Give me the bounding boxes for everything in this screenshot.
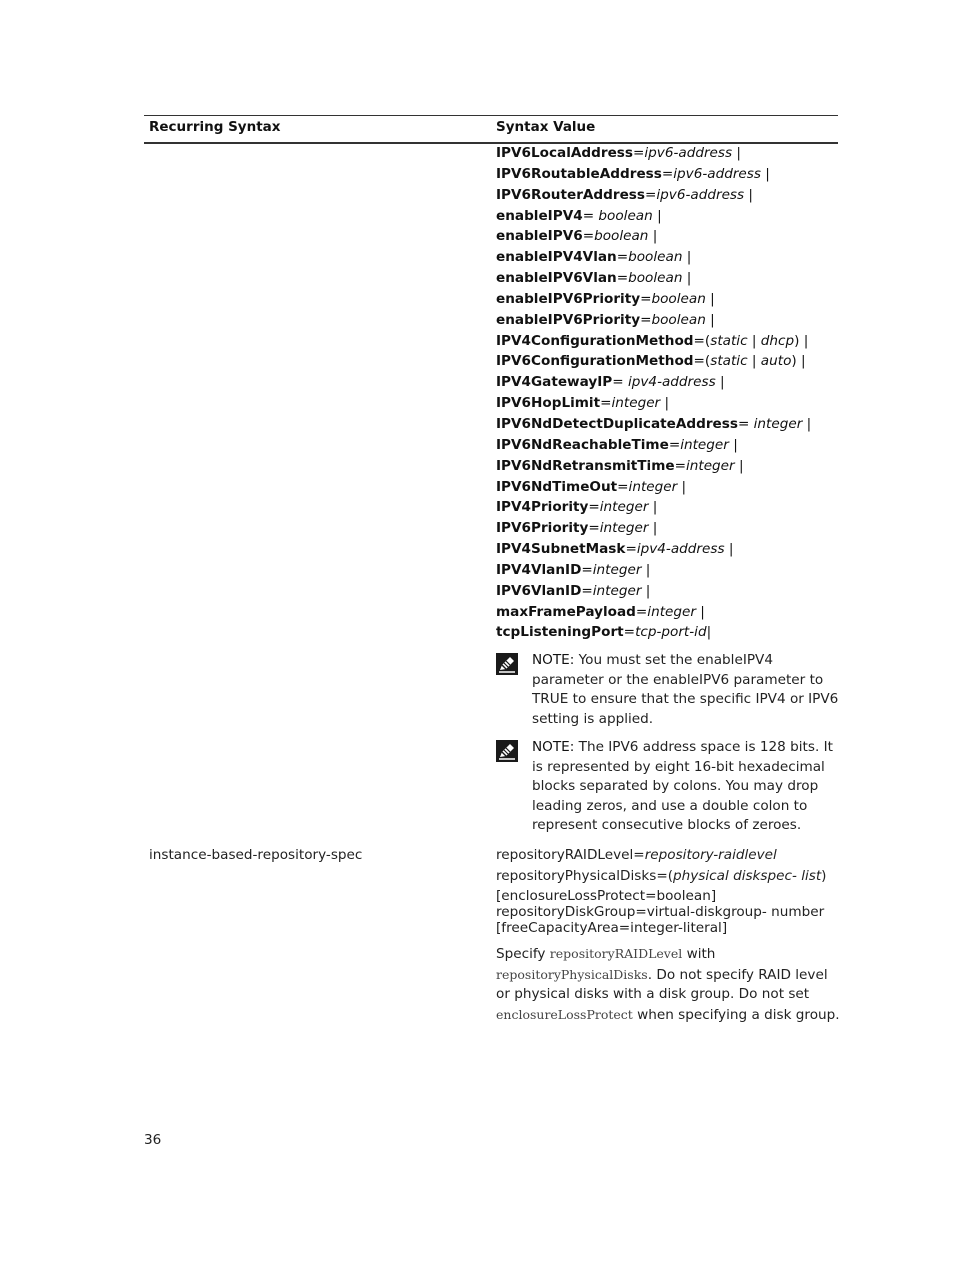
param-value: integer [647, 603, 696, 620]
spec-block-line: repositoryDiskGroup=virtual-diskgroup- number [496, 904, 825, 920]
param-name: maxFramePayload [496, 603, 636, 620]
param-name: enableIPV4Vlan [496, 249, 617, 266]
param-separator: = [640, 311, 652, 328]
param-value: boolean [594, 228, 649, 245]
spec-raid-level-key: repositoryRAIDLevel= [496, 847, 645, 863]
spec-physical-disks-key: repositoryPhysicalDisks=( [496, 867, 674, 884]
param-separator: = [616, 249, 629, 266]
parameter-line [496, 289, 841, 310]
param-separator: | [728, 436, 738, 453]
param-name: IPV6NdRetransmitTime [496, 457, 675, 474]
param-name: enableIPV6Vlan [496, 270, 617, 287]
parameter-line [496, 226, 841, 247]
header-syntax-value: Syntax Value [496, 119, 596, 135]
param-value: boolean [651, 311, 706, 328]
param-name: IPV4GatewayIP [496, 374, 613, 391]
parameter-line [496, 206, 841, 227]
param-separator: = [616, 270, 629, 287]
note-label: NOTE: [532, 652, 575, 668]
parameter-line [496, 435, 841, 456]
param-value: boolean [628, 249, 683, 266]
param-value: static [710, 332, 748, 349]
spec-raid-level-value: repository-raidlevel [644, 847, 777, 863]
param-value: integer [680, 436, 729, 453]
param-value: integer [753, 415, 803, 432]
parameter-line [496, 310, 841, 331]
note-text [532, 738, 842, 836]
param-separator: = [645, 186, 657, 203]
param-separator: | [641, 582, 651, 599]
param-value: integer [611, 395, 661, 412]
param-name: IPV4ConfigurationMethod [496, 332, 694, 349]
note-body: You must set the enableIPV4 parameter or the enableIPV6 parameter to TRUE to ensure that the specific IPV4 or IPV6 setting is applied. [532, 652, 839, 727]
param-value: integer [592, 582, 642, 599]
param-separator: | [648, 520, 658, 537]
parameter-line [496, 143, 841, 164]
param-separator: | [695, 603, 705, 620]
param-name: IPV6NdTimeOut [496, 478, 618, 495]
desc-text: Specify [496, 946, 550, 962]
spec-physical-disks-value: physical diskspec- list [673, 867, 822, 884]
param-separator: | [648, 228, 658, 245]
note-pencil-icon [496, 740, 518, 762]
param-separator: | [747, 332, 761, 349]
param-name: IPV6HopLimit [496, 395, 601, 412]
param-value: boolean [598, 207, 653, 224]
param-name: IPV4SubnetMask [496, 541, 626, 558]
spec-raid-level [496, 845, 841, 866]
param-separator: = [737, 415, 754, 432]
param-separator: | [648, 499, 658, 516]
param-separator: ) | [791, 353, 806, 370]
param-separator: =( [693, 353, 711, 370]
parameter-line [496, 247, 841, 268]
param-name: IPV6LocalAddress [496, 145, 633, 161]
param-value: integer [592, 561, 642, 578]
param-separator: = [632, 145, 645, 161]
param-separator: | [705, 290, 715, 307]
param-name: IPV6RoutableAddress [496, 165, 662, 182]
param-name: IPV4Priority [496, 499, 589, 516]
param-separator: = [581, 582, 593, 599]
param-value: boolean [628, 270, 683, 287]
param-value: ipv4-address [636, 541, 725, 558]
desc-text: . Do not specify RAID level or physical disks with a disk group. Do not set [496, 966, 828, 1002]
spec-physical-disks-close: ) [821, 867, 827, 884]
page-number: 36 [144, 1132, 162, 1148]
parameter-line [496, 602, 841, 623]
desc-text: when specifying a disk group. [632, 1006, 840, 1023]
param-separator: = [600, 395, 612, 412]
parameter-line [496, 497, 841, 518]
parameter-line [496, 456, 841, 477]
parameter-line [496, 185, 841, 206]
param-value: integer [599, 499, 649, 516]
param-separator: | [732, 145, 741, 161]
param-separator: | [652, 207, 662, 224]
param-name: enableIPV6Priority [496, 311, 641, 328]
param-name: IPV6VlanID [496, 582, 582, 599]
param-value: integer [685, 457, 735, 474]
param-value: ipv6-address [673, 165, 761, 182]
param-separator: =( [693, 332, 711, 349]
param-separator: | [744, 186, 754, 203]
param-value: auto [760, 353, 792, 370]
header-recurring-syntax: Recurring Syntax [149, 119, 281, 135]
param-separator: = [640, 290, 652, 307]
param-name: enableIPV6 [496, 228, 583, 245]
param-name: IPV6Priority [496, 520, 589, 537]
param-separator: | [641, 561, 651, 578]
param-name: enableIPV4 [496, 207, 583, 224]
table-header [144, 115, 838, 144]
param-separator: | [734, 457, 744, 474]
param-separator: = [661, 165, 674, 182]
spec-physical-disks [496, 866, 841, 887]
param-value: static [710, 353, 748, 370]
parameter-line [496, 351, 841, 372]
param-name: IPV4VlanID [496, 561, 582, 578]
param-separator: | [682, 249, 692, 266]
param-separator: | [715, 374, 725, 391]
note-body: The IPV6 address space is 128 bits. It is represented by eight 16-bit hexadecimal blocks separated by colons. You may drop leading zeros, and use a double colon to represent consecutive blocks of zeroes. [532, 739, 833, 833]
parameter-line [496, 164, 841, 185]
param-name: IPV6RouterAddress [496, 186, 645, 203]
param-separator: = [581, 561, 593, 578]
parameter-line [496, 331, 841, 352]
param-separator: | [677, 478, 687, 495]
note-text [532, 651, 842, 729]
param-separator: | [802, 415, 812, 432]
note-pencil-icon [496, 653, 518, 675]
param-value: tcp-port-id [635, 624, 707, 641]
param-separator: | [682, 270, 692, 287]
parameter-line [496, 372, 841, 393]
spec-description [496, 944, 841, 1025]
param-separator: = [582, 228, 595, 245]
parameter-line [496, 477, 841, 498]
param-separator: = [625, 541, 637, 558]
row2-syntax-value [496, 845, 841, 1025]
param-separator: | [760, 165, 770, 182]
param-separator: ) | [794, 332, 809, 349]
param-separator: = [612, 374, 628, 391]
row2-recurring-syntax: instance-based-repository-spec [149, 847, 363, 863]
param-separator: = [588, 499, 600, 516]
param-value: ipv4-address [627, 374, 716, 391]
param-separator: = [668, 436, 681, 453]
desc-code: repositoryPhysicalDisks [496, 966, 648, 982]
parameter-line [496, 518, 841, 539]
param-name: enableIPV6Priority [496, 290, 641, 307]
spec-block-line: [freeCapacityArea=integer-literal] [496, 920, 728, 936]
param-name: IPV6NdDetectDuplicateAddress [496, 415, 738, 432]
param-separator: = [674, 457, 686, 474]
parameter-line [496, 393, 841, 414]
param-name: tcpListeningPort [496, 624, 624, 641]
parameter-line [496, 539, 841, 560]
param-value: integer [599, 520, 649, 537]
parameter-list [496, 143, 841, 643]
parameter-line [496, 581, 841, 602]
param-separator: | [660, 395, 670, 412]
param-separator: | [747, 353, 761, 370]
param-separator: = [623, 624, 636, 641]
param-separator: = [588, 520, 600, 537]
parameter-line [496, 414, 841, 435]
param-separator: = [635, 603, 648, 620]
desc-text: with [682, 946, 716, 962]
param-separator: | [706, 624, 712, 641]
param-name: IPV6ConfigurationMethod [496, 353, 694, 370]
parameter-line [496, 622, 841, 643]
param-value: integer [628, 478, 678, 495]
param-value: boolean [651, 290, 706, 307]
desc-code: enclosureLossProtect [496, 1006, 633, 1022]
spec-block-line: [enclosureLossProtect=boolean] [496, 888, 717, 904]
param-separator: = [617, 478, 629, 495]
note-label: NOTE: [532, 739, 575, 755]
param-separator: = [582, 207, 599, 224]
param-value: dhcp [760, 332, 795, 349]
param-name: IPV6NdReachableTime [496, 436, 669, 453]
param-value: ipv6-address [656, 186, 745, 203]
param-separator: | [724, 541, 734, 558]
spec-optional-block [496, 888, 841, 936]
param-separator: | [705, 311, 715, 328]
parameter-line [496, 268, 841, 289]
desc-code: repositoryRAIDLevel [549, 946, 683, 961]
param-value: ipv6-address [644, 145, 733, 161]
parameter-line [496, 560, 841, 581]
